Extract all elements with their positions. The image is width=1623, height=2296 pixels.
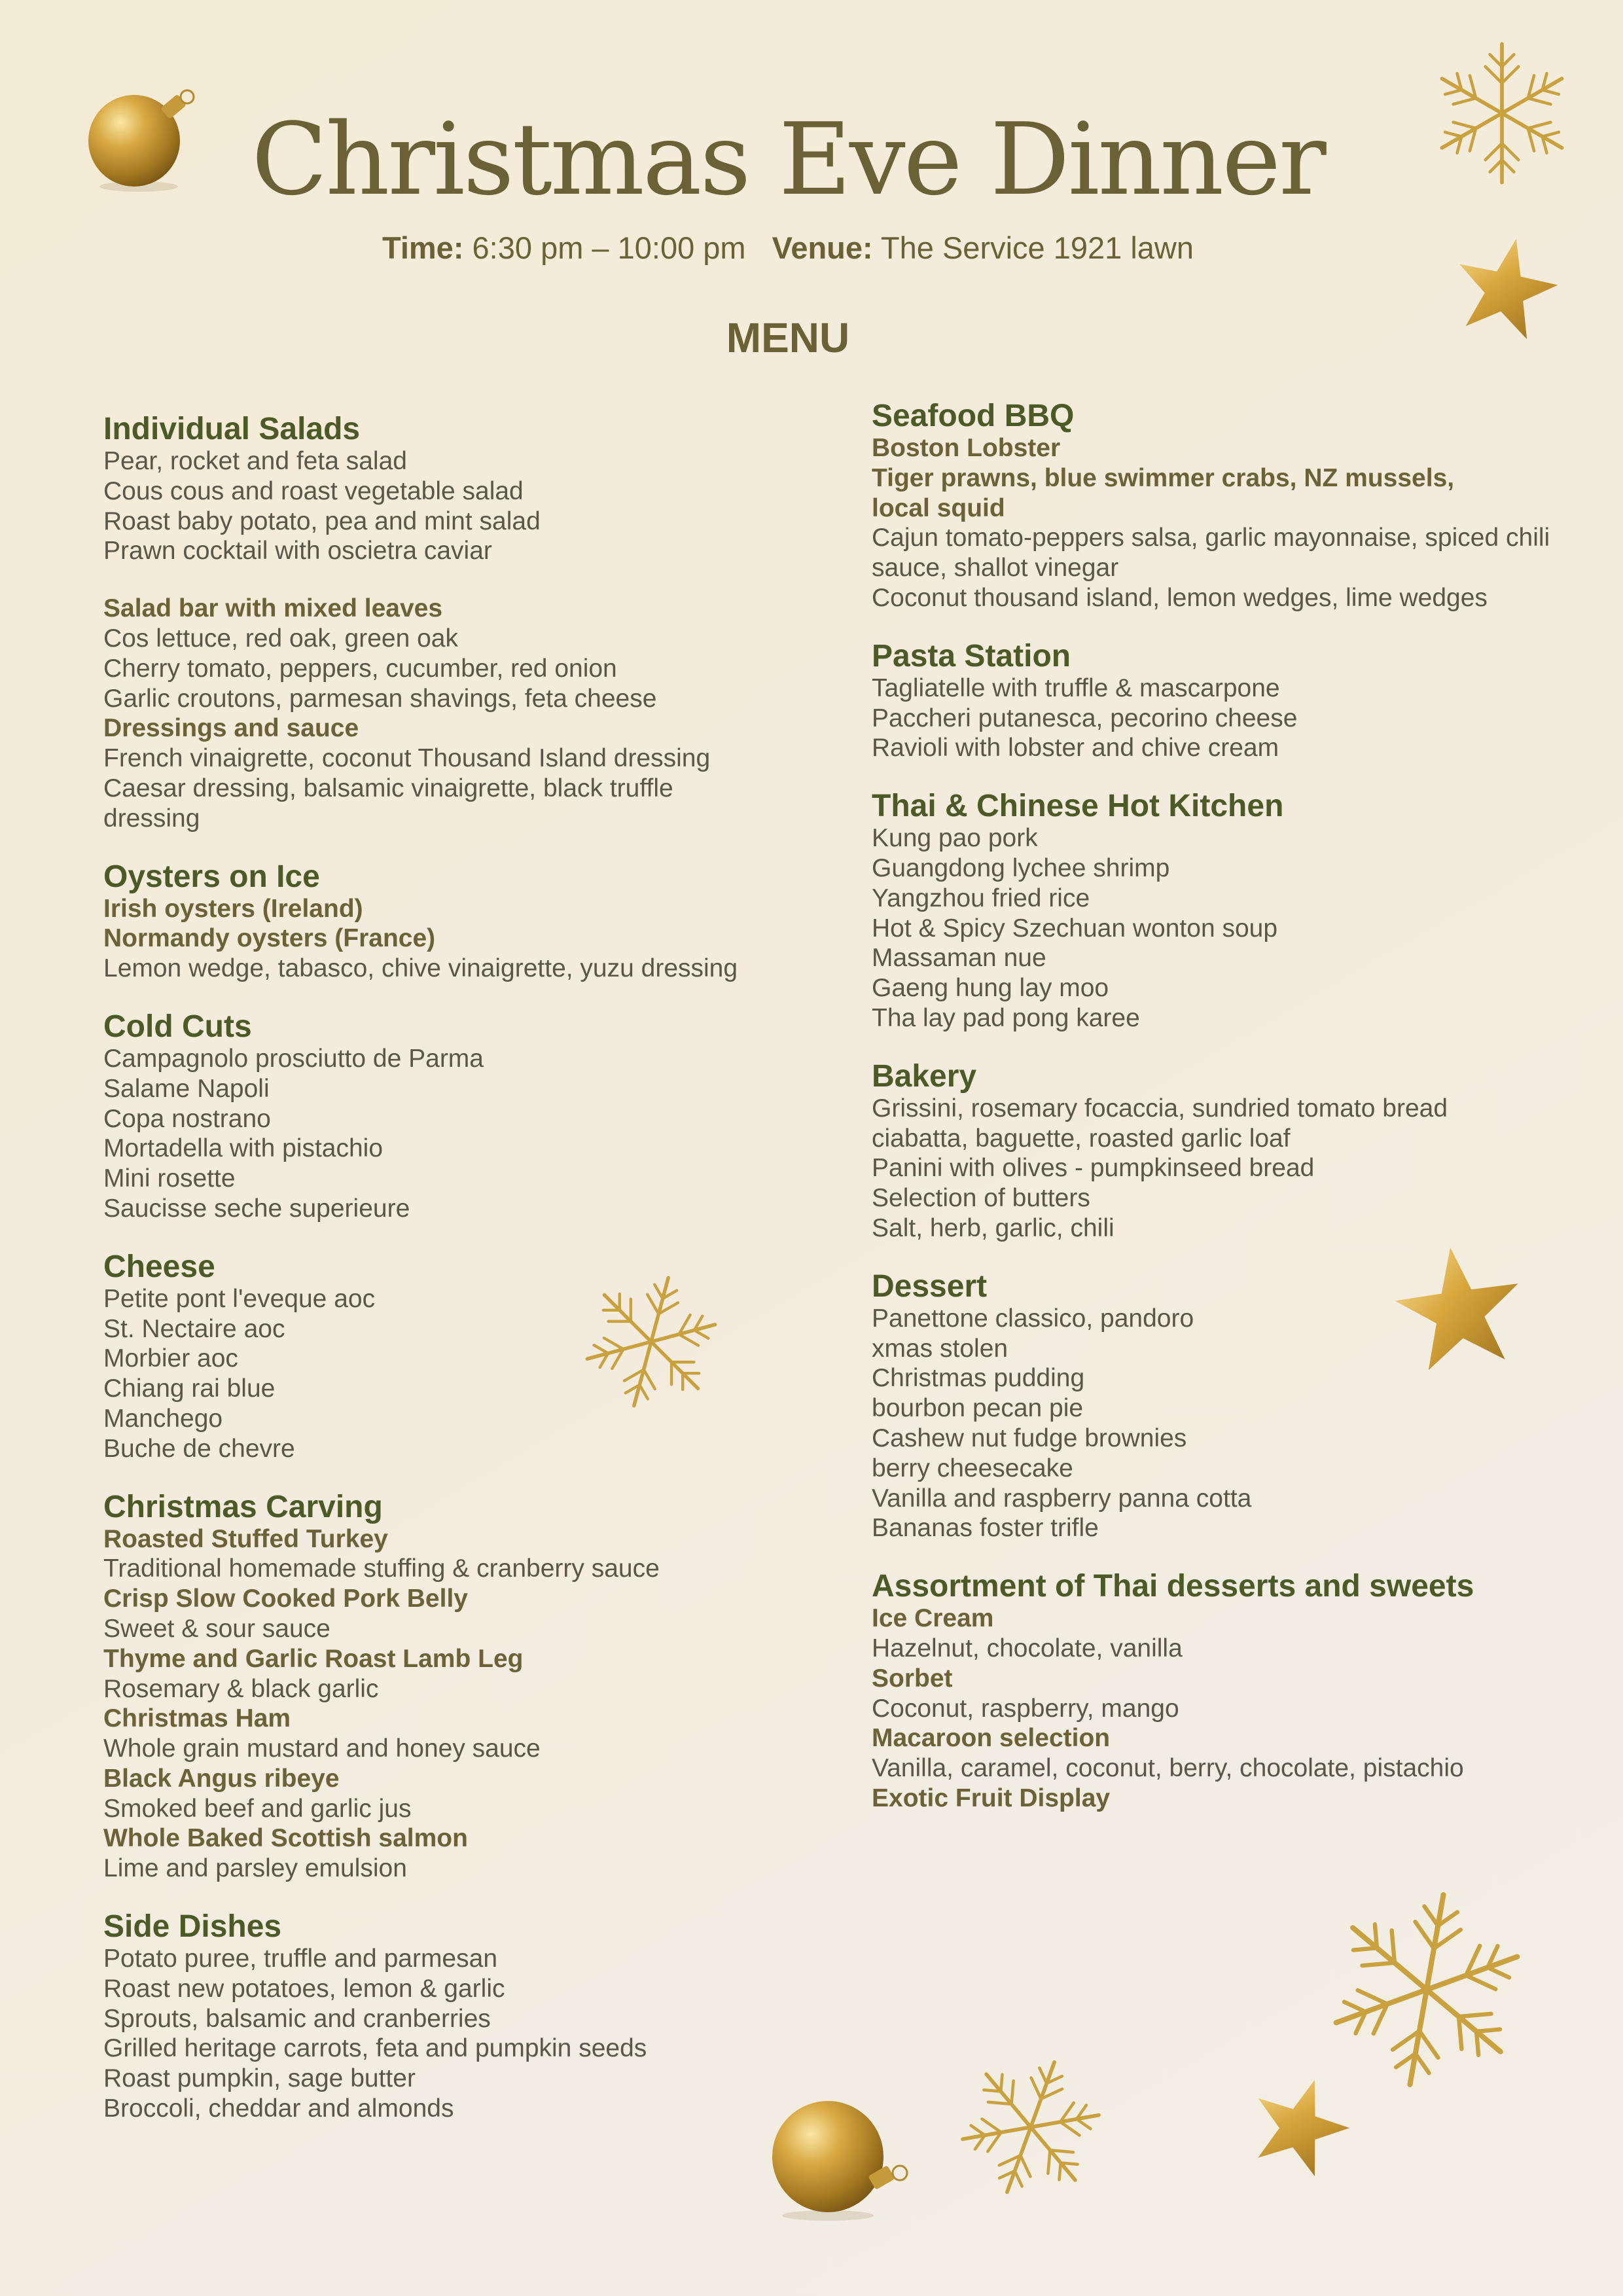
- menu-section-side-dishes: [103, 1911, 797, 2124]
- menu-item: Paccheri putanesca, pecorino cheese: [872, 704, 1298, 732]
- section-title: Pasta Station: [872, 638, 1071, 673]
- menu-subheading: Crisp Slow Cooked Pork Belly: [103, 1585, 468, 1613]
- menu-subheading: Dressings and sauce: [103, 714, 359, 743]
- menu-item: Pear, rocket and feta salad: [103, 447, 407, 475]
- section-title: Side Dishes: [103, 1909, 282, 1945]
- menu-item: French vinaigrette, coconut Thousand Island dressing: [103, 744, 711, 773]
- menu-item: Selection of butters: [872, 1184, 1090, 1213]
- menu-item: dressing: [103, 804, 200, 833]
- menu-item: Coconut thousand island, lemon wedges, lime wedges: [872, 583, 1488, 612]
- menu-section-pasta-station: [872, 638, 1592, 763]
- menu-item: Vanilla and raspberry panna cotta: [872, 1484, 1252, 1513]
- menu-item: Sweet & sour sauce: [103, 1614, 330, 1643]
- menu-item: Copa nostrano: [103, 1104, 271, 1133]
- menu-column-left: [103, 414, 797, 2151]
- menu-item: Cajun tomato-peppers salsa, garlic mayonnaise, spiced chili: [872, 524, 1550, 552]
- menu-subheading: Black Angus ribeye: [103, 1764, 340, 1793]
- snowflake-icon: [1322, 1885, 1531, 2094]
- menu-subheading: Boston Lobster: [872, 434, 1061, 462]
- menu-item: Panini with olives - pumpkinseed bread: [872, 1154, 1315, 1183]
- menu-item: St. Nectaire aoc: [103, 1314, 285, 1343]
- menu-subheading: Salad bar with mixed leaves: [103, 594, 443, 623]
- menu-section-cold-cuts: [103, 1011, 797, 1224]
- menu-item: Potato puree, truffle and parmesan: [103, 1945, 498, 1973]
- section-title: Seafood BBQ: [872, 399, 1075, 433]
- section-title: Bakery: [872, 1058, 977, 1094]
- menu-item: Hazelnut, chocolate, vanilla: [872, 1634, 1183, 1662]
- star-icon: [1243, 2072, 1355, 2179]
- menu-item: Lime and parsley emulsion: [103, 1854, 407, 1883]
- menu-item: Prawn cocktail with oscietra caviar: [103, 537, 492, 565]
- menu-item: Rosemary & black garlic: [103, 1674, 379, 1703]
- menu-item: Cous cous and roast vegetable salad: [103, 476, 524, 505]
- menu-subheading: Sorbet: [872, 1664, 953, 1693]
- venue-value: The Service 1921 lawn: [880, 230, 1194, 265]
- section-title: Thai & Chinese Hot Kitchen: [872, 789, 1284, 824]
- menu-item: Morbier aoc: [103, 1344, 238, 1373]
- menu-section-cheese: [103, 1251, 797, 1464]
- menu-item: Broccoli, cheddar and almonds: [103, 2094, 454, 2123]
- menu-item: Whole grain mustard and honey sauce: [103, 1734, 541, 1763]
- snowflake-icon: [952, 2049, 1109, 2206]
- menu-item: Cos lettuce, red oak, green oak: [103, 624, 458, 653]
- menu-item: Cashew nut fudge brownies: [872, 1424, 1187, 1452]
- menu-item: Hot & Spicy Szechuan wonton soup: [872, 914, 1278, 942]
- menu-section-assortment-of-thai-desserts-and-sweets: [872, 1571, 1592, 1814]
- menu-subheading: Thyme and Garlic Roast Lamb Leg: [103, 1644, 524, 1673]
- menu-item: Campagnolo prosciutto de Parma: [103, 1044, 484, 1073]
- time-value: 6:30 pm – 10:00 pm: [472, 230, 746, 265]
- section-title: Cheese: [103, 1249, 215, 1284]
- section-title: Christmas Carving: [103, 1489, 383, 1524]
- menu-item: Lemon wedge, tabasco, chive vinaigrette, yuzu dressing: [103, 954, 738, 983]
- menu-section: [103, 594, 797, 833]
- menu-item: sauce, shallot vinegar: [872, 554, 1119, 583]
- menu-item: Petite pont l'eveque aoc: [103, 1284, 376, 1313]
- menu-item: berry cheesecake: [872, 1454, 1073, 1482]
- menu-item: Vanilla, caramel, coconut, berry, chocolate, pistachio: [872, 1754, 1464, 1783]
- section-title: Oysters on Ice: [103, 859, 320, 894]
- menu-subheading: Tiger prawns, blue swimmer crabs, NZ mussels,: [872, 463, 1455, 492]
- menu-subheading: Christmas Ham: [103, 1704, 291, 1733]
- menu-item: Massaman nue: [872, 944, 1046, 973]
- menu-item: Cherry tomato, peppers, cucumber, red onion: [103, 654, 617, 683]
- menu-item: Grissini, rosemary focaccia, sundried tomato bread: [872, 1094, 1448, 1122]
- menu-item: Manchego: [103, 1404, 223, 1433]
- section-title: Individual Salads: [103, 412, 361, 446]
- menu-column-right: [872, 401, 1592, 1841]
- menu-section-seafood-bbq: [872, 401, 1592, 613]
- section-title: Assortment of Thai desserts and sweets: [872, 1569, 1474, 1604]
- menu-item: Garlic croutons, parmesan shavings, feta cheese: [103, 684, 657, 713]
- menu-subheading: Normandy oysters (France): [103, 924, 436, 953]
- menu-item: Bananas foster trifle: [872, 1514, 1099, 1543]
- menu-item: Ravioli with lobster and chive cream: [872, 734, 1279, 762]
- menu-item: Saucisse seche superieure: [103, 1194, 410, 1223]
- venue-label: Venue:: [772, 230, 873, 265]
- menu-item: Grilled heritage carrots, feta and pumpkin seeds: [103, 2034, 647, 2063]
- menu-item: Tha lay pad pong karee: [872, 1003, 1140, 1032]
- menu-item: xmas stolen: [872, 1334, 1008, 1363]
- menu-item: Chiang rai blue: [103, 1374, 276, 1403]
- menu-item: Sprouts, balsamic and cranberries: [103, 2004, 491, 2033]
- menu-section-dessert: [872, 1268, 1592, 1543]
- menu-item: Salame Napoli: [103, 1074, 270, 1103]
- menu-item: Salt, herb, garlic, chili: [872, 1213, 1115, 1242]
- menu-item: Roast pumpkin, sage butter: [103, 2064, 416, 2093]
- menu-subheading: Whole Baked Scottish salmon: [103, 1824, 468, 1853]
- menu-subheading: Exotic Fruit Display: [872, 1784, 1111, 1812]
- menu-section-individual-salads: [103, 414, 797, 566]
- menu-item: ciabatta, baguette, roasted garlic loaf: [872, 1124, 1291, 1153]
- menu-subheading: Ice Cream: [872, 1604, 994, 1633]
- menu-section-christmas-carving: [103, 1489, 797, 1884]
- menu-subheading: Macaroon selection: [872, 1724, 1111, 1753]
- menu-section-bakery: [872, 1058, 1592, 1244]
- menu-item: Caesar dressing, balsamic vinaigrette, black truffle: [103, 774, 673, 802]
- menu-item: bourbon pecan pie: [872, 1394, 1084, 1423]
- menu-section-oysters-on-ice: [103, 861, 797, 984]
- menu-item: Coconut, raspberry, mango: [872, 1694, 1179, 1723]
- page-title: Christmas Eve Dinner: [251, 101, 1325, 217]
- menu-item: Mortadella with pistachio: [103, 1134, 383, 1163]
- menu-item: Buche de chevre: [103, 1434, 295, 1463]
- menu-item: Christmas pudding: [872, 1364, 1085, 1393]
- menu-item: Tagliatelle with truffle & mascarpone: [872, 673, 1280, 702]
- menu-item: Panettone classico, pandoro: [872, 1304, 1194, 1333]
- event-info: [0, 232, 1576, 263]
- section-title: Cold Cuts: [103, 1009, 252, 1044]
- menu-subheading: local squid: [872, 493, 1005, 522]
- menu-subheading: Roasted Stuffed Turkey: [103, 1524, 388, 1553]
- menu-item: Roast new potatoes, lemon & garlic: [103, 1974, 505, 2003]
- menu-item: Smoked beef and garlic jus: [103, 1794, 412, 1823]
- time-label: Time:: [382, 230, 464, 265]
- menu-item: Roast baby potato, pea and mint salad: [103, 507, 541, 535]
- menu-subheading: Irish oysters (Ireland): [103, 894, 363, 923]
- menu-item: Kung pao pork: [872, 824, 1038, 853]
- menu-item: Guangdong lychee shrimp: [872, 853, 1170, 882]
- menu-heading: MENU: [726, 314, 850, 361]
- menu-item: Yangzhou fried rice: [872, 884, 1090, 912]
- menu-item: Traditional homemade stuffing & cranberry sauce: [103, 1554, 660, 1583]
- menu-item: Gaeng hung lay moo: [872, 974, 1109, 1003]
- section-title: Dessert: [872, 1268, 988, 1304]
- menu-section-thai-and-chinese-hot-kitchen: [872, 791, 1592, 1033]
- menu-item: Mini rosette: [103, 1164, 236, 1193]
